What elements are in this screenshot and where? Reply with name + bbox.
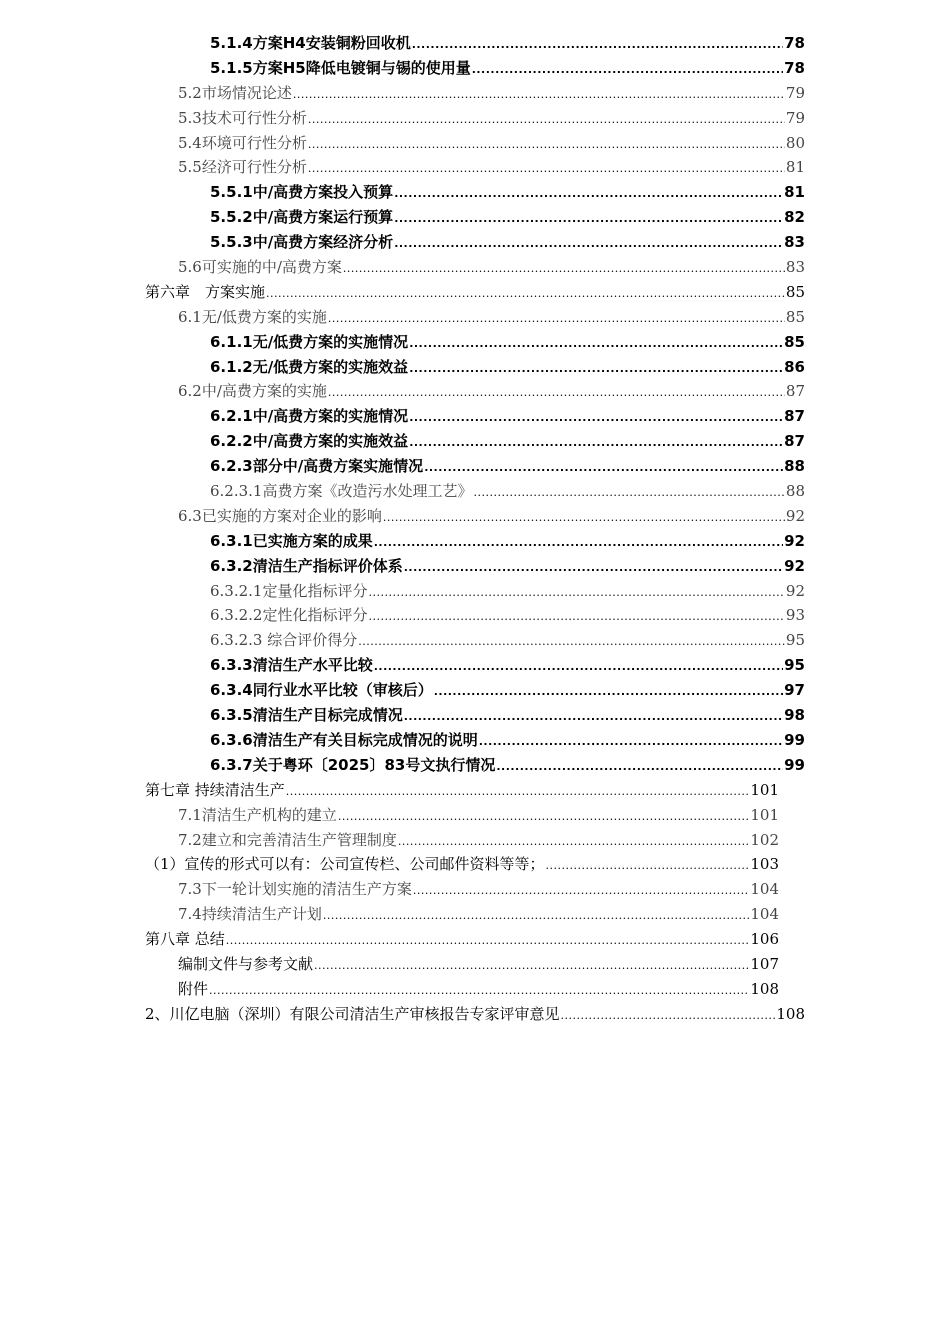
- toc-entry-label: 5.1.4方案H4安装铜粉回收机: [210, 34, 411, 52]
- toc-entry[interactable]: [210, 355, 805, 380]
- toc-leader-dots: [338, 803, 750, 830]
- toc-leader-dots: [409, 355, 783, 382]
- toc-leader-dots: [293, 81, 785, 108]
- toc-entry-label: 6.3已实施的方案对企业的影响: [178, 506, 382, 525]
- toc-entry[interactable]: [178, 504, 805, 529]
- toc-entry[interactable]: [210, 653, 805, 678]
- toc-entry-label: 第七章 持续清洁生产: [145, 780, 285, 799]
- toc-leader-dots: [404, 703, 783, 730]
- toc-entry[interactable]: [210, 31, 805, 56]
- toc-entry-label: 6.3.2清洁生产指标评价体系: [210, 556, 403, 575]
- toc-entry-label: 6.3.2.3 综合评价得分: [210, 631, 358, 650]
- toc-entry[interactable]: [178, 902, 779, 927]
- toc-entry-page: 95: [784, 656, 805, 675]
- toc-entry[interactable]: [210, 529, 805, 554]
- toc-entry[interactable]: [178, 977, 779, 1002]
- toc-entry-page: 97: [784, 681, 805, 700]
- toc-entry-label: 6.3.2.2定性化指标评分: [210, 606, 368, 625]
- toc-entry[interactable]: [210, 205, 805, 230]
- toc-entry-label: 5.5.3中/高费方案经济分析: [210, 233, 394, 252]
- toc-entry-page: 80: [785, 133, 805, 152]
- toc-entry[interactable]: [178, 877, 779, 902]
- toc-entry-page: 93: [785, 606, 805, 625]
- toc-entry-label: （1）宣传的形式可以有：公司宣传栏、公司邮件资料等等；: [145, 855, 545, 874]
- toc-entry-page: 88: [785, 482, 805, 501]
- toc-entry-page: 83: [784, 233, 805, 252]
- toc-leader-dots: [473, 479, 784, 506]
- toc-entry[interactable]: [145, 927, 779, 952]
- toc-entry[interactable]: [210, 454, 805, 479]
- toc-entry-page: 87: [784, 407, 805, 426]
- toc-leader-dots: [286, 778, 750, 805]
- toc-entry[interactable]: [210, 728, 805, 753]
- toc-entry-label: 5.3技术可行性分析: [178, 108, 307, 127]
- toc-entry-label: 6.1.2无/低费方案的实施效益: [210, 357, 409, 376]
- toc-entry[interactable]: [178, 803, 779, 828]
- toc-entry-label: 6.2.2中/高费方案的实施效益: [210, 432, 409, 451]
- toc-leader-dots: [409, 330, 783, 357]
- toc-leader-dots: [404, 554, 783, 581]
- toc-entry-page: 79: [785, 83, 805, 102]
- toc-entry-page: 108: [750, 979, 779, 998]
- toc-entry[interactable]: [210, 678, 805, 703]
- toc-entry-page: 101: [750, 780, 779, 799]
- toc-entry[interactable]: [210, 628, 805, 653]
- toc-leader-dots: [413, 877, 750, 904]
- toc-entry[interactable]: [210, 180, 805, 205]
- toc-entry-page: 92: [785, 506, 805, 525]
- toc-entry[interactable]: [178, 828, 779, 853]
- toc-entry-label: 6.3.6清洁生产有关目标完成情况的说明: [210, 730, 478, 749]
- toc-leader-dots: [561, 1002, 776, 1029]
- toc-entry-page: 107: [750, 954, 779, 973]
- toc-entry-label: 6.2.1中/高费方案的实施情况: [210, 407, 409, 426]
- toc-entry[interactable]: [210, 603, 805, 628]
- toc-entry-page: 99: [784, 755, 805, 774]
- toc-entry-page: 104: [750, 880, 779, 899]
- toc-entry-page: 106: [750, 930, 779, 949]
- toc-leader-dots: [374, 653, 783, 680]
- toc-entry-label: 6.3.7关于粤环〔2025〕83号文执行情况: [210, 755, 496, 774]
- toc-entry-label: 2、川亿电脑（深圳）有限公司清洁生产审核报告专家评审意见: [145, 1004, 560, 1023]
- toc-leader-dots: [546, 852, 750, 879]
- toc-entry-page: 83: [785, 258, 805, 277]
- toc-entry[interactable]: [145, 778, 779, 803]
- toc-leader-dots: [314, 952, 749, 979]
- toc-entry-page: 85: [784, 332, 805, 351]
- toc-entry-page: 92: [784, 531, 805, 550]
- toc-leader-dots: [374, 529, 783, 556]
- toc-entry-page: 85: [785, 307, 805, 326]
- toc-leader-dots: [328, 379, 785, 406]
- toc-leader-dots: [394, 180, 783, 207]
- toc-entry-page: 78: [784, 34, 805, 52]
- toc-entry[interactable]: [210, 753, 805, 778]
- toc-leader-dots: [368, 603, 784, 630]
- toc-entry-label: 附件: [178, 979, 209, 998]
- toc-entry[interactable]: [178, 155, 805, 180]
- toc-entry-label: 6.1无/低费方案的实施: [178, 307, 327, 326]
- toc-leader-dots: [479, 728, 783, 755]
- toc-leader-dots: [328, 305, 785, 332]
- toc-entry[interactable]: [145, 280, 805, 305]
- toc-entry-page: 104: [750, 905, 779, 924]
- toc-leader-dots: [383, 504, 785, 531]
- toc-leader-dots: [394, 205, 783, 232]
- toc-entry[interactable]: [178, 379, 805, 404]
- toc-entry-label: 6.2.3.1高费方案《改造污水处理工艺》: [210, 482, 473, 501]
- toc-entry-page: 88: [784, 457, 805, 476]
- toc-entry-page: 87: [785, 382, 805, 401]
- toc-entry-label: 6.3.5清洁生产目标完成情况: [210, 706, 403, 725]
- toc-entry-page: 82: [784, 208, 805, 227]
- toc-leader-dots: [412, 31, 783, 58]
- toc-entry-label: 第六章 方案实施: [145, 282, 266, 301]
- toc-entry-label: 6.3.2.1定量化指标评分: [210, 581, 368, 600]
- toc-entry-label: 7.3下一轮计划实施的清洁生产方案: [178, 880, 412, 899]
- toc-entry-label: 7.1清洁生产机构的建立: [178, 805, 337, 824]
- toc-entry-label: 5.1.5方案H5降低电镀铜与锡的使用量: [210, 58, 471, 77]
- toc-entry[interactable]: [178, 305, 805, 330]
- toc-entry-label: 5.6可实施的中/高费方案: [178, 258, 342, 277]
- toc-leader-dots: [308, 155, 785, 182]
- toc-leader-dots: [226, 927, 750, 954]
- toc-leader-dots: [343, 255, 785, 282]
- toc-entry-page: 86: [784, 357, 805, 376]
- toc-entry[interactable]: [210, 554, 805, 579]
- toc-entry-page: 108: [776, 1004, 805, 1023]
- toc-leader-dots: [434, 678, 783, 705]
- toc-entry-page: 99: [784, 730, 805, 749]
- toc-entry-page: 81: [785, 158, 805, 177]
- toc-entry[interactable]: [210, 404, 805, 429]
- toc-entry-page: 101: [750, 805, 779, 824]
- toc-leader-dots: [358, 628, 785, 655]
- toc-entry-page: 102: [750, 830, 779, 849]
- toc-entry-page: 92: [785, 581, 805, 600]
- toc-entry-label: 5.4环境可行性分析: [178, 133, 307, 152]
- toc-entry-page: 79: [785, 108, 805, 127]
- toc-entry-label: 编制文件与参考文献: [178, 954, 314, 973]
- toc-leader-dots: [394, 230, 783, 257]
- toc-entry[interactable]: [178, 952, 779, 977]
- toc-entry-label: 5.5.2中/高费方案运行预算: [210, 208, 394, 227]
- toc-leader-dots: [409, 404, 783, 431]
- toc-entry-label: 6.3.4同行业水平比较（审核后）: [210, 681, 433, 700]
- toc-entry-label: 7.2建立和完善清洁生产管理制度: [178, 830, 397, 849]
- toc-entry-label: 6.2中/高费方案的实施: [178, 382, 327, 401]
- toc-entry-page: 87: [784, 432, 805, 451]
- toc-entry[interactable]: [210, 330, 805, 355]
- toc-entry-label: 7.4持续清洁生产计划: [178, 905, 322, 924]
- toc-entry[interactable]: [210, 429, 805, 454]
- toc-entry[interactable]: [178, 131, 805, 156]
- toc-leader-dots: [266, 280, 785, 307]
- toc-entry-label: 第八章 总结: [145, 930, 225, 949]
- toc-leader-dots: [368, 579, 784, 606]
- toc-entry-page: 98: [784, 706, 805, 725]
- toc-leader-dots: [209, 977, 749, 1004]
- toc-entry[interactable]: [178, 106, 805, 131]
- table-of-contents: [0, 31, 950, 1027]
- toc-entry-page: 78: [784, 58, 805, 77]
- toc-entry-label: 6.2.3部分中/高费方案实施情况: [210, 457, 424, 476]
- toc-leader-dots: [398, 828, 750, 855]
- toc-entry-label: 6.3.3清洁生产水平比较: [210, 656, 373, 675]
- toc-leader-dots: [424, 454, 783, 481]
- toc-leader-dots: [472, 56, 783, 83]
- toc-entry-page: 95: [785, 631, 805, 650]
- toc-entry-page: 81: [784, 183, 805, 202]
- toc-entry[interactable]: [210, 579, 805, 604]
- toc-leader-dots: [409, 429, 783, 456]
- toc-entry[interactable]: [145, 1002, 805, 1027]
- toc-leader-dots: [323, 902, 750, 929]
- toc-leader-dots: [496, 753, 783, 780]
- toc-entry-page: 85: [785, 282, 805, 301]
- toc-leader-dots: [308, 106, 785, 133]
- toc-entry-page: 92: [784, 556, 805, 575]
- toc-leader-dots: [308, 131, 785, 158]
- toc-entry-label: 6.1.1无/低费方案的实施情况: [210, 332, 409, 351]
- toc-entry-label: 6.3.1已实施方案的成果: [210, 531, 373, 550]
- toc-entry-page: 103: [750, 855, 779, 874]
- toc-entry[interactable]: [145, 852, 779, 877]
- toc-entry[interactable]: [210, 230, 805, 255]
- toc-entry[interactable]: [178, 255, 805, 280]
- toc-entry[interactable]: [178, 81, 805, 106]
- toc-entry-label: 5.5.1中/高费方案投入预算: [210, 183, 394, 202]
- toc-entry[interactable]: [210, 479, 805, 504]
- toc-entry[interactable]: [210, 703, 805, 728]
- toc-entry[interactable]: [210, 56, 805, 81]
- toc-entry-label: 5.5经济可行性分析: [178, 158, 307, 177]
- toc-entry-label: 5.2市场情况论述: [178, 83, 292, 102]
